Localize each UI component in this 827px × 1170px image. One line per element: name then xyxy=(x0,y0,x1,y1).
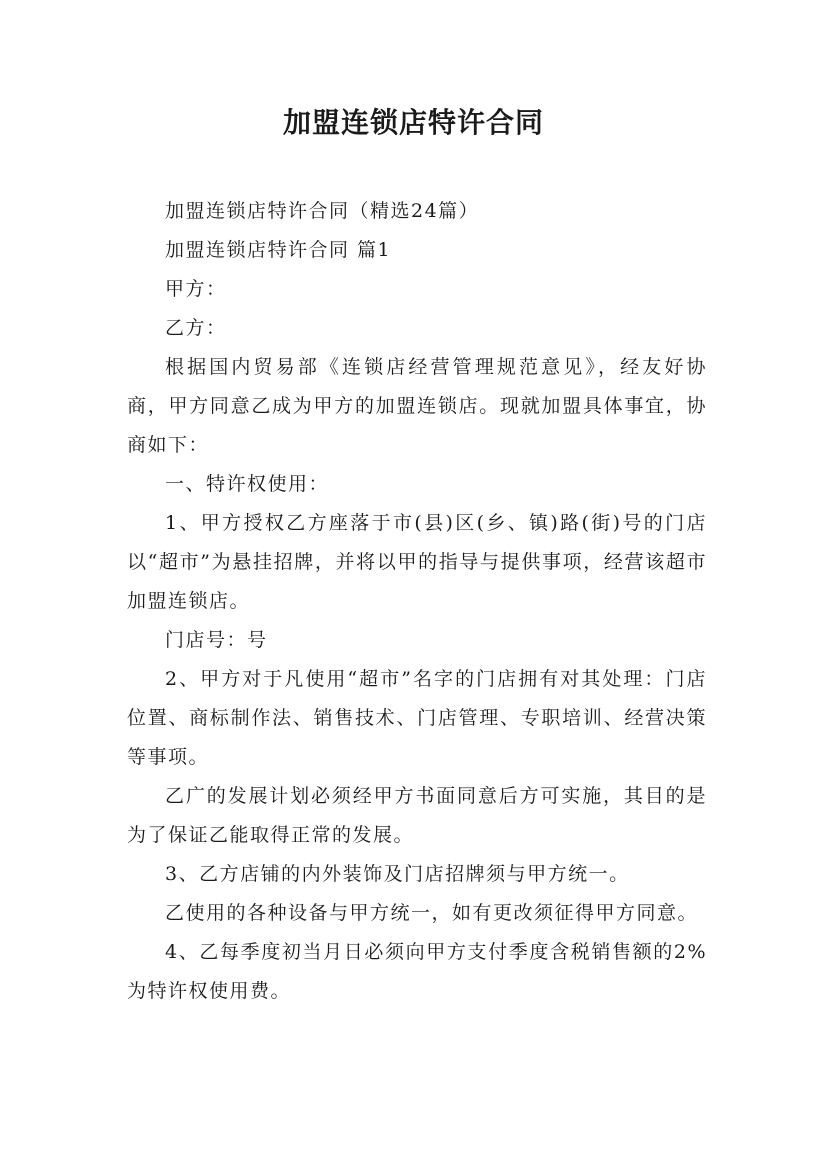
paragraph-clause-3: 3、乙方店铺的内外装饰及门店招牌须与甲方统一。 xyxy=(165,863,630,885)
paragraph-clause-1: 1、甲方授权乙方座落于市(县)区(乡、镇)路(街)号的门店以“超市”为悬挂招牌，并将以甲的指导与提供事项，经营该超市加盟连锁店。 xyxy=(127,512,707,612)
document-title: 加盟连锁店特许合同 xyxy=(282,106,544,139)
paragraph-party-a: 甲方： xyxy=(165,278,227,300)
paragraph-development-plan: 乙广的发展计划必须经甲方书面同意后方可实施，其目的是为了保证乙能取得正常的发展。 xyxy=(127,785,707,846)
document-body xyxy=(127,192,707,1011)
paragraph-equipment: 乙使用的各种设备与甲方统一，如有更改须征得甲方同意。 xyxy=(165,902,699,924)
paragraph-clause-heading: 一、特许权使用： xyxy=(165,473,330,495)
paragraph-subtitle: 加盟连锁店特许合同（精选24篇） xyxy=(165,200,480,222)
paragraph-store-number: 门店号：号 xyxy=(165,629,268,651)
paragraph-clause-4: 4、乙每季度初当月日必须向甲方支付季度含税销售额的2%为特许权使用费。 xyxy=(127,941,707,1002)
paragraph-party-b: 乙方： xyxy=(165,317,227,339)
paragraph-clause-2: 2、甲方对于凡使用“超市”名字的门店拥有对其处理：门店位置、商标制作法、销售技术、门店管理、专职培训、经营决策等事项。 xyxy=(127,668,707,768)
paragraph-preamble: 根据国内贸易部《连锁店经营管理规范意见》，经友好协商，甲方同意乙成为甲方的加盟连锁店。现就加盟具体事宜，协商如下： xyxy=(127,356,707,456)
paragraph-section-heading: 加盟连锁店特许合同 篇1 xyxy=(165,239,392,261)
